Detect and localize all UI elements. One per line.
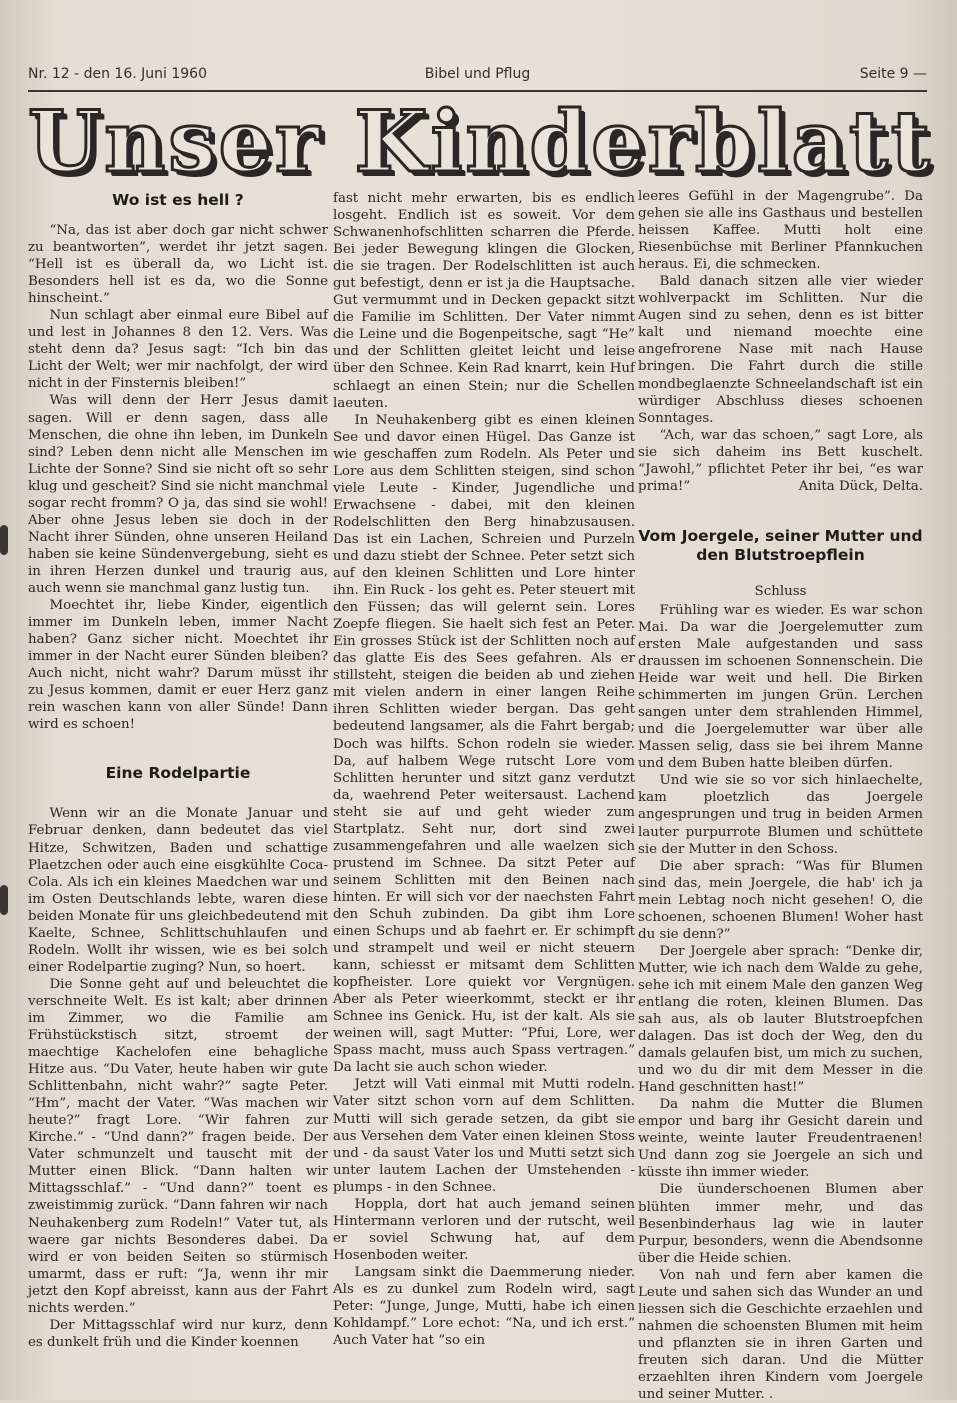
punch-hole <box>0 525 8 555</box>
paragraph: Der Joergele aber sprach: “Denke dir, Mutter, wie ich nach dem Walde zu gehe, sehe ich mit einem Male den ganzen Weg entlang die roten, kleinen Blumen. Das sah aus, als ob lauter Blutstroepfchen dalagen. Das ist doch der Weg, den du damals gelaufen bist, um mich zu suchen, und wo du dir mit dem Messer in die Hand geschnitten hast!” <box>638 943 923 1096</box>
article-subtitle: Schluss <box>754 583 807 599</box>
paragraph: Und wie sie so vor sich hinlaechelte, kam ploetzlich das Joergele angesprungen und trug in beiden Armen lauter purpurrote Blumen und schüttete sie der Mutter in den Schoss. <box>638 773 923 857</box>
paragraph: Nun schlagt aber einmal eure Bibel auf und lest in Johannes 8 den 12. Vers. Was steht denn da? Jesus sagt: “Ich bin das Licht der Welt; wer mir nachfolgt, der wird nicht in der Finsternis bleiben!” <box>28 308 328 392</box>
paragraph: leeres Gefühl in der Magengrube”. Da gehen sie alle ins Gasthaus und bestellen heissen Kaffee. Mutti holt eine Riesenbüchse mit Berliner Pfannkuchen heraus. Ei, die schmecken. <box>638 189 923 273</box>
punch-hole <box>0 885 8 915</box>
paragraph: “Na, das ist aber doch gar nicht schwer zu beantworten”, werdet ihr jetzt sagen. “Hell ist es überall da, wo Licht ist. Besonders hell ist es da, wo die Sonne hinscheint.” <box>28 223 328 307</box>
issue-number: Nr. 12 - den 16. Juni 1960 <box>28 66 207 82</box>
article-title: Eine Rodelpartie <box>105 764 251 783</box>
paragraph: Der Mittagsschlaf wird nur kurz, denn es dunkelt früh und die Kinder koennen <box>28 1317 328 1350</box>
paragraph: Moechtet ihr, liebe Kinder, eigentlich immer im Dunkeln leben, immer Nacht haben? Ganz sicher nicht. Moechtet ihr immer in der Nacht eurer Sünden bleiben? Auch nicht, nicht wahr? Darum müsst ihr zu Jesus kommen, damit er euer Herz ganz rein waschen kann von aller Sünde! Dann wird es schoen! <box>28 598 328 733</box>
paragraph: “Ach, war das schoen,” sagt Lore, als sie sich daheim ins Bett kuschelt. “Jawohl,” pflichtet Peter ihr bei, “es war prima!” Anita Dück, Delta. <box>638 427 923 494</box>
masthead-title: Unser Kinderblatt <box>28 92 933 191</box>
paragraph: In Neuhakenberg gibt es einen kleinen See und davor einen Hügel. Das Ganze ist wie geschaffen zum Rodeln. Als Peter und Lore aus dem Schlitten steigen, sind schon viele Leute - Kinder, Jugendliche und Erwachsene - dabei, mit den kleinen Rodelschlitten den Berg hinabzusausen. Das ist ein Lachen, Schreien und Purzeln und dazu stiebt der Schnee. Peter setzt sich auf den kleinen Schlitten und Lore hinter ihn. Ein Ruck - los geht es. Peter steuert mit den Füssen; das will gelernt sein. Lores Zoepfe fliegen. Sie haelt sich fest an Peter. Ein grosses Stück ist der Schlitten noch auf das glatte Eis des Sees gefahren. Als er stillsteht, steigen die beiden ab und ziehen mit vielen andern in einer langen Reihe ihren Schlitten wieder bergan. Das geht bedeutend langsamer, als die Fahrt bergab; Doch was hilfts. Schon rodeln sie wieder. Da, auf halbem Wege rutscht Lore vom Schlitten herunter und sitzt ganz verdutzt da, waehrend Peter weitersaust. Lachend steht sie auf und geht wieder zum Startplatz. Seht nur, dort sind zwei zusammengefahren und alle waelzen sich prustend im Schnee. Da sitzt Peter auf seinem Schlitten mit den Beinen nach hinten. Er will sich vor der naechsten Fahrt den Schuh zubinden. Da gibt ihm Lore einen Schups und ab faehrt er. Er schimpft und strampelt und weil er nicht steuern kann, schiesst er mitsamt dem Schlitten kopfheister. Lore quiekt vor Vergnügen. Aber als Peter wieerkommt, steckt er ihr Schnee ins Genick. Hu, ist der kalt. Als sie weinen will, sagt Mutter: “Pfui, Lore, wer Spass macht, muss auch Spass vertragen.” Da lacht sie auch schon wieder. <box>333 412 635 1076</box>
paragraph: Frühling war es wieder. Es war schon Mai. Da war die Joergelemutter zum ersten Male aufgestanden und sass draussen im schoenen Sonnenschein. Die Heide war weit und hell. Die Birken schimmerten im jungen Grün. Lerchen sangen unter dem strahlenden Himmel, und die Joergelemutter war über alle Massen selig, dass sie bei ihrem Manne und dem Buben hatte bleiben dürfen. <box>638 602 923 772</box>
column-2 <box>333 190 635 1349</box>
paragraph: Die üunderschoenen Blumen aber blühten immer mehr, und das Besenbinderhaus lag wie in lauter Purpur, besonders, wenn die Abendsonne über die Heide schien. <box>638 1182 923 1266</box>
paragraph: Wenn wir an die Monate Januar und Februar denken, dann bedeutet das viel Hitze, Schwitzen, Baden und schattige Plaetzchen oder auch eine eisgkühlte Coca-Cola. Als ich ein kleines Maedchen war und im Osten Deutschlands lebte, waren diese beiden Monate für uns gleichbedeutend mit Kaelte, Schnee, Schlittschuhlaufen und Rodeln. Wollt ihr wissen, wie es bei solch einer Rodelpartie zuging? Nun, so hoert. <box>28 806 328 975</box>
column-3 <box>638 188 923 1403</box>
article-title: Wo ist es hell ? <box>112 191 244 209</box>
page-number: Seite 9 — <box>859 66 927 82</box>
paragraph: Die aber sprach: “Was für Blumen sind das, mein Joergele, die hab' ich ja mein Lebtag noch nicht gesehen! O, die schoenen, schoenen Blumen! Woher hast du sie denn?” <box>638 858 923 942</box>
paragraph: Langsam sinkt die Daemmerung nieder. Als es zu dunkel zum Rodeln wird, sagt Peter: “Junge, Junge, Mutti, habe ich einen Kohldampf.” Lore echot: “Na, und ich erst.” Auch Vater hat “so ein <box>333 1264 635 1349</box>
column-1 <box>28 190 328 1351</box>
publication-name: Bibel und Pflug <box>424 66 531 82</box>
running-head <box>28 66 927 90</box>
paragraph: Da nahm die Mutter die Blumen empor und barg ihr Gesicht darein und weinte, weinte lauter Freudentraenen! Und dann zog sie Joergele an sich und küsste ihn immer wieder. <box>638 1097 923 1181</box>
author-signature: Anita Dück, Delta. <box>798 478 923 494</box>
paragraph: Von nah und fern aber kamen die Leute und sahen sich das Wunder an und liessen sich die Geschichte erzaehlen und nahmen die schoensten Blumen mit heim und pflanzten sie in ihren Garten und freuten sich daran. Und die Mütter erzaehlten ihren Kindern vom Joergele und seiner Mutter. . <box>638 1267 923 1403</box>
paragraph: fast nicht mehr erwarten, bis es endlich losgeht. Endlich ist es soweit. Vor dem Schwanenhofschlitten scharren die Pferde. Bei jeder Bewegung klingen die Glocken, die sie tragen. Der Rodelschlitten ist auch gut befestigt, denn er ist ja die Hauptsache. Gut vermummt und in Decken gepackt sitzt die Familie im Schlitten. Der Vater nimmt die Leine und die Bogenpeitsche, sagt “He” und der Schlitten gleitet leicht und leise über den Schnee. Kein Rad knarrt, kein Huf schlaegt an einen Stein; nur die Schellen laeuten. <box>333 191 635 411</box>
paragraph: Die Sonne geht auf und beleuchtet die verschneite Welt. Es ist kalt; aber drinnen im Zimmer, wo die Familie am Frühstückstisch sitzt, stroemt der maechtige Kachelofen eine behagliche Hitze aus. “Du Vater, heute haben wir gute Schlittenbahn, nicht wahr?” sagte Peter. “Hm”, macht der Vater. “Was machen wir heute?” fragt Lore. “Wir fahren zur Kirche.” - “Und dann?” fragen beide. Der Vater schmunzelt und tauscht mit der Mutter einen Blick. “Dann halten wir Mittagsschlaf.” - “Und dann?” toent es zweistimmig zurück. “Dann fahren wir nach Neuhakenberg zum Rodeln!” Vater tut, als waere gar nichts Besonderes dabei. Da wird er von beiden Seiten so stürmisch umarmt, dass er ruft: “Ja, wenn ihr mir jetzt den Kopf abreisst, kann aus der Fahrt nichts werden.” <box>28 976 328 1316</box>
paragraph: Bald danach sitzen alle vier wieder wohlverpackt im Schlitten. Nur die Augen sind zu sehen, denn es ist bitter kalt und niemand moechte eine angefrorene Nase mit nach Hause bringen. Die Fahrt durch die stille mondbeglaenzte Schneelandschaft ist ein würdiger Abschluss dieses schoenen Sonntages. <box>638 274 923 426</box>
paragraph: Hoppla, dort hat auch jemand seinen Hintermann verloren und der rutscht, weil er soviel Schwung hat, auf dem Hosenboden weiter. <box>333 1196 635 1263</box>
paragraph: Jetzt will Vati einmal mit Mutti rodeln. Vater sitzt schon vorn auf dem Schlitten. Mutti will sich gerade setzen, da gibt sie aus Versehen dem Vater einen kleinen Stoss und - da saust Vater los und Mutti setzt sich unter lautem Lachen der Umstehenden - plumps - in den Schnee. <box>333 1077 635 1195</box>
article-title: Vom Joergele, seiner Mutter und den Blutstroepflein <box>638 526 923 564</box>
paragraph: Was will denn der Herr Jesus damit sagen. Will er denn sagen, dass alle Menschen, die ohne ihn leben, im Dunkeln sind? Leben denn nicht alle Menschen im Lichte der Sonne? Sind sie nicht oft so sehr klug und gescheit? Sind sie nicht manchmal sogar recht fromm? O ja, das sind sie wohl! Aber ohne Jesus leben sie doch in der Nacht ihrer Sünden, ohne unseren Heiland haben sie keine Sündenvergebung, sieht es in ihren Herzen dunkel und traurig aus, auch wenn sie manchmal ganz lustig tun. <box>28 393 328 596</box>
